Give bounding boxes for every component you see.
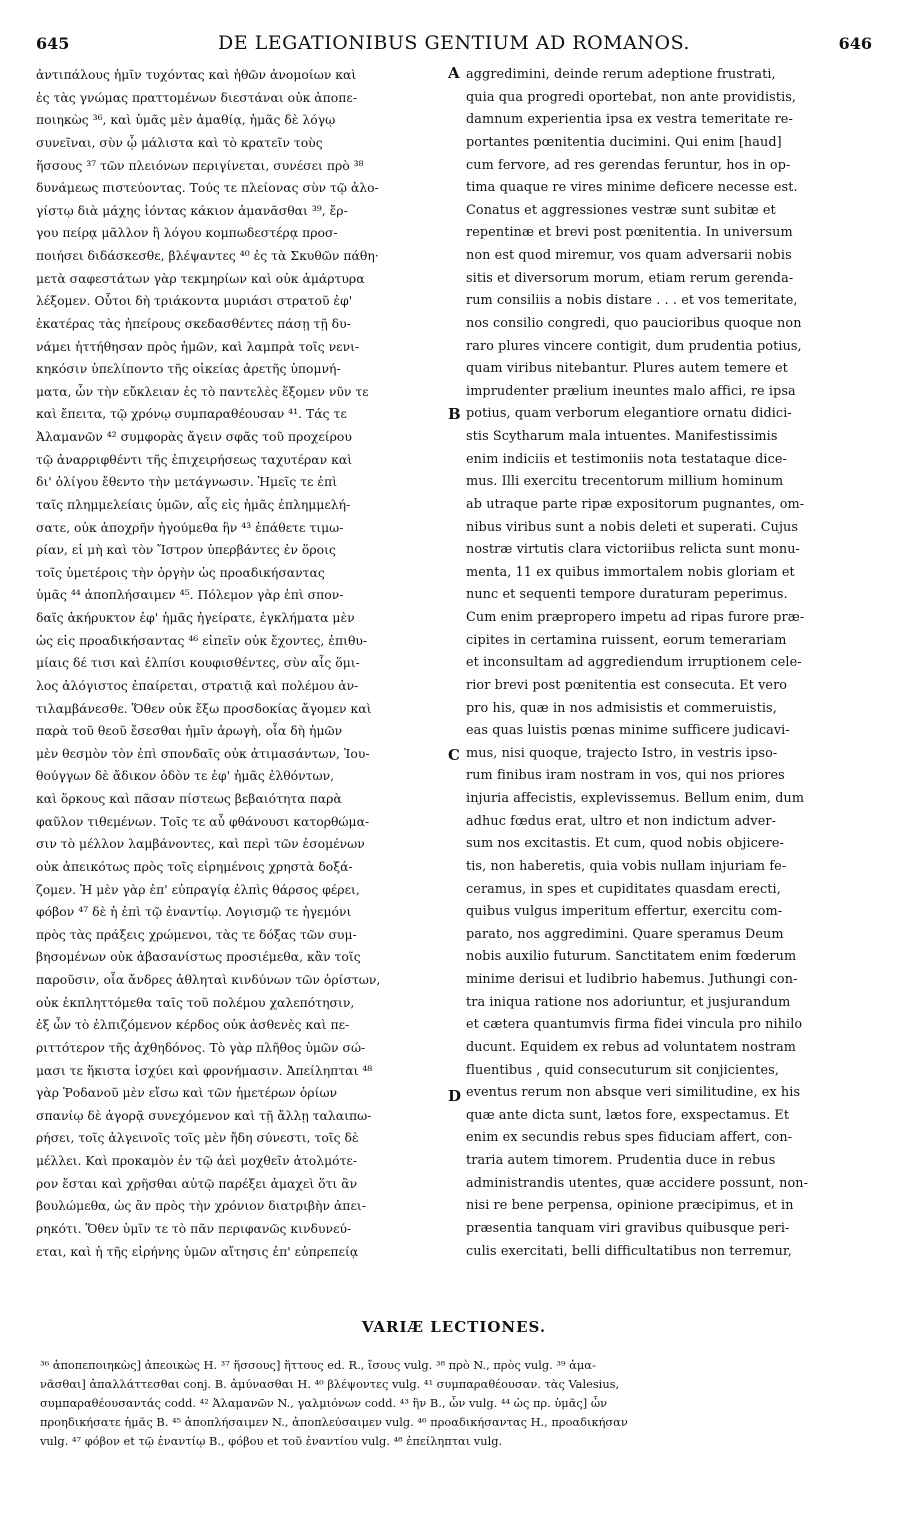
greek-line: ρήσει, τοῖς ἀλγεινοῖς τοῖς μὲν ἤδη σύνεστι, τοῖς δὲ (36, 1130, 359, 1146)
greek-line: παρὰ τοῦ θεοῦ ἔσεσθαι ἡμῖν ἀρωγὴ, οἷα δὴ ἡμῶν (36, 723, 343, 739)
latin-line: injuria affecistis, explevissemus. Bellum enim, dum (466, 791, 805, 806)
latin-line: potius, quam verborum elegantiore ornatu didici- (466, 406, 792, 422)
greek-line: οὐκ ἐκπληττόμεθα ταῖς τοῦ πολέμου χαλεπότησιν, (36, 994, 355, 1010)
greek-line: ριττότερον τῆς ἀχθηδόνος. Τὸ γὰρ πλῆθος ὑμῶν σώ- (36, 1039, 366, 1055)
latin-line: sitis et diversorum morum, etiam rerum gerenda- (466, 270, 794, 286)
greek-line: Ἀλαμανῶν ⁴² συμφορὰς ἄγειν σφᾶς τοῦ προχείρου (36, 429, 352, 444)
latin-line: cipites in certamina ruissent, eorum temerariam (466, 632, 787, 648)
section-marker-a: A (448, 64, 460, 82)
section-marker-d: D (448, 1087, 462, 1105)
latin-line: enim ex secundis rebus spes fiduciam affert, con- (466, 1130, 793, 1146)
latin-line: eventus rerum non absque veri similitudine, ex his (466, 1085, 801, 1101)
greek-line: καὶ ἔπειτα, τῷ χρόνῳ συμπαραθέουσαν ⁴¹. Τάς τε (36, 406, 347, 422)
latin-line: nunc et sequenti tempore duraturam peperimus. (466, 587, 788, 603)
greek-line: φαῦλον τιθεμένων. Τοῖς τε αὖ φθάνουσι κατορθώμα- (36, 813, 370, 829)
greek-line: τιλαμβάνεσθε. Ὅθεν οὐκ ἔξω προσδοκίας ἄγομεν καὶ (36, 700, 372, 716)
page-number-left: 645 (36, 34, 70, 53)
latin-line: nibus viribus sunt a nobis deleti et superati. Cujus (466, 519, 799, 535)
latin-line: tima quaque re vires minime deficere necesse est. (466, 180, 798, 196)
latin-line: sum nos excitastis. Et cum, quod nobis objicere- (466, 836, 784, 852)
greek-line: δαῖς ἀκήρυκτον ἐφ' ἡμᾶς ἠγείρατε, ἐγκλήματα μὲν (36, 610, 355, 625)
latin-line: nostræ virtutis clara victoriibus relicta sunt monu- (466, 542, 800, 558)
latin-line: traria autem timorem. Prudentia duce in rebus (466, 1153, 776, 1168)
greek-line: βουλώμεθα, ὡς ἂν πρὸς τὴν χρόνιον διατριβὴν ἀπει- (36, 1198, 366, 1214)
latin-line: præsentia tanquam viri gravibus quibusque peri- (466, 1220, 790, 1236)
latin-line: tis, non haberetis, quia vobis nullam injuriam fe- (466, 858, 787, 874)
greek-line: ἐς τὰς γνώμας πραττομένων διεστάναι οὐκ ἀποπε- (36, 89, 358, 105)
variant-reading-line: vulg. ⁴⁷ φόβον et τῷ ἐναντίῳ B., φόβου et τοῦ ἐναντίου vulg. ⁴⁸ ἐπείληπται vulg. (40, 1434, 503, 1448)
latin-line: culis exercitati, belli difficultatibus non terremur, (466, 1243, 792, 1259)
greek-line: θούγγων δὲ ἄδικον ὁδὸν τε ἐφ' ἡμᾶς ἐλθόντων, (36, 768, 335, 784)
latin-line: ducunt. Equidem ex rebus ad voluntatem nostram (466, 1039, 797, 1055)
latin-line: ab utraque parte ripæ expositorum pugnantes, om- (466, 496, 805, 512)
latin-line: quæ ante dicta sunt, lætos fore, exspectamus. Et (466, 1107, 790, 1123)
greek-line: σιν τὸ μέλλον λαμβάνοντες, καὶ περὶ τῶν ἐσομένων (36, 836, 365, 852)
greek-line: γου πείρᾳ μᾶλλον ἢ λόγου κομπωδεστέρᾳ προσ- (36, 225, 338, 241)
latin-line: repentinæ et brevi post pœnitentia. In universum (466, 225, 793, 241)
greek-line: ποιηκὼς ³⁶, καὶ ὑμᾶς μὲν ἀμαθίᾳ, ἡμᾶς δὲ λόγῳ (36, 112, 336, 128)
latin-line: quibus vulgus imperitum effertur, exercitu com- (466, 904, 783, 920)
variae-lectiones-heading: VARIÆ LECTIONES. (361, 1318, 547, 1336)
latin-line: menta, 11 ex quibus immortalem nobis gloriam et (466, 564, 795, 580)
greek-line: ὡς εἰς προαδικήσαντας ⁴⁶ εἰπεῖν οὐκ ἔχοντες, ἐπιθυ- (36, 632, 368, 648)
greek-line: κηκόσιν ὑπελίποντο τῆς οἰκείας ἀρετῆς ὑπομνή- (36, 361, 341, 377)
greek-line: ὑμᾶς ⁴⁴ ἀποπλήσαιμεν ⁴⁵. Πόλεμον γὰρ ἐπὶ σπον- (36, 587, 344, 603)
latin-line: aggredimini, deinde rerum adeptione frustrati, (466, 67, 776, 82)
latin-line: imprudenter prælium ineuntes malo affici, re ipsa (466, 383, 796, 399)
latin-line: enim indiciis et testimoniis nota testataque dice- (466, 451, 787, 467)
page-number-right: 646 (838, 34, 872, 53)
variant-readings-notes (40, 1356, 872, 1451)
latin-line: nobis auxilio futurum. Sanctitatem enim fœderum (466, 949, 797, 965)
greek-line: ἥσσους ³⁷ τῶν πλειόνων περιγίνεται, συνέσει πρὸ ³⁸ (36, 157, 364, 173)
variant-reading-line: προηδικήσατε ἡμᾶς B. ⁴⁵ ἀποπλήσαιμεν N., ἀποπλεύσαιμεν vulg. ⁴⁶ προαδικήσαντας H., προαδικήσαν (40, 1415, 628, 1429)
latin-line: cum fervore, ad res gerendas feruntur, hos in op- (466, 157, 791, 173)
greek-line: δι' ὀλίγου ἔθεντο τὴν μετάγνωσιν. Ἡμεῖς τε ἐπὶ (36, 474, 338, 490)
greek-line: τῷ ἀναρριφθέντι τῆς ἐπιχειρήσεως ταχυτέραν καὶ (36, 451, 353, 467)
latin-text-column (466, 64, 874, 1310)
greek-line: λέξομεν. Οὗτοι δὴ τριάκοντα μυριάσι στρατοῦ ἐφ' (36, 293, 353, 309)
greek-line: ζομεν. Ἡ μὲν γὰρ ἐπ' εὐπραγίᾳ ἐλπὶς θάρσος φέρει, (36, 881, 360, 897)
variant-reading-line: ³⁶ ἀποπεποιηκὼς] ἀπεοικὼς H. ³⁷ ἥσσους] ἥττους ed. R., ἴσους vulg. ³⁸ πρὸ N., πρὸς vulg. ³⁹ ἀμα- (40, 1358, 596, 1372)
section-marker-c: C (448, 746, 460, 764)
greek-line: μασι τε ἥκιστα ἰσχύει καὶ φρονήμασιν. Ἀπείληπται ⁴⁸ (36, 1062, 373, 1078)
running-title: DE LEGATIONIBUS GENTIUM AD ROMANOS. (218, 32, 690, 54)
latin-line: portantes pœnitentia ducimini. Qui enim [haud] (466, 134, 782, 150)
greek-line: γίστῳ διὰ μάχης ἰόντας κάκιον ἀμανᾶσθαι ³⁹, ἔρ- (36, 202, 348, 218)
greek-text-column (36, 64, 444, 1310)
latin-line: rior brevi post pœnitentia est consecuta. Et vero (466, 677, 788, 693)
greek-line: ματα, ὧν τὴν εὔκλειαν ἐς τὸ παντελὲς ἕξομεν νῦν τε (36, 383, 369, 399)
latin-line: eas quas luistis pœnas minime sufficere judicavi- (466, 723, 790, 739)
latin-line: adhuc fœdus erat, ultro et non indictum adver- (466, 813, 777, 829)
latin-line: quia qua progredi oportebat, non ante providistis, (466, 89, 797, 105)
greek-line: γὰρ Ῥοδανοῦ μὲν εἴσω καὶ τῶν ἡμετέρων ὁρίων (36, 1085, 338, 1101)
greek-line: παροῦσιν, οἷα ἄνδρες ἀθληταὶ κινδύνων τῶν ὁρίστων, (36, 972, 381, 987)
variant-reading-line: νᾶσθαι] ἀπαλλάττεσθαι conj. B. ἀμύνασθαι H. ⁴⁰ βλέψοντες vulg. ⁴¹ συμπαραθέουσαν. τὰς Valesius, (40, 1377, 620, 1391)
latin-line: raro plures vincere contigit, dum prudentia potius, (466, 338, 802, 354)
latin-line: mus, nisi quoque, trajecto Istro, in vestris ipso- (466, 745, 778, 761)
latin-line: damnum experientia ipsa ex vestra temeritate re- (466, 112, 793, 128)
greek-line: πρὸς τὰς πράξεις χρώμενοι, τὰς τε δόξας τῶν συμ- (36, 926, 357, 942)
running-header (36, 26, 872, 58)
latin-line: et cætera quantumvis firma fidei vincula pro nihilo (466, 1017, 803, 1033)
greek-line: ρίαν, εἰ μὴ καὶ τὸν Ἴστρον ὑπερβάντες ἐν ὅροις (36, 542, 336, 558)
greek-line: καὶ ὅρκους καὶ πᾶσαν πίστεως βεβαιότητα παρὰ (36, 791, 342, 806)
greek-line: ἀντιπάλους ἡμῖν τυχόντας καὶ ἠθῶν ἀνομοίων καὶ (36, 67, 357, 82)
greek-line: μέλλει. Καὶ προκαμὸν ἐν τῷ ἀεὶ μοχθεῖν ἀτολμότε- (36, 1153, 358, 1168)
greek-line: ρηκότι. Ὅθεν ὑμῖν τε τὸ πᾶν περιφανῶς κινδυνεύ- (36, 1220, 352, 1236)
latin-line: fluentibus , quid consecuturum sit conjicientes, (466, 1062, 779, 1078)
latin-line: pro his, quæ in nos admisistis et commeruistis, (466, 700, 777, 716)
greek-line: βησομένων οὐκ ἀβασανίστως προσιέμεθα, κἂν τοῖς (36, 949, 361, 965)
greek-line: συνεῖναι, σὺν ᾧ μάλιστα καὶ τὸ κρατεῖν τοὺς (36, 134, 323, 150)
greek-line: ποιήσει διδάσκεσθε, βλέψαντες ⁴⁰ ἐς τὰ Σκυθῶν πάθη· (36, 248, 379, 263)
latin-line: Conatus et aggressiones vestræ sunt subitæ et (466, 202, 776, 218)
latin-line: stis Scytharum mala intuentes. Manifestissimis (466, 429, 778, 444)
latin-line: rum finibus iram nostram in vos, qui nos priores (466, 768, 785, 784)
greek-line: μὲν θεσμὸν τὸν ἐπὶ σπονδαῖς οὐκ ἀτιμασάντων, Ἰου- (36, 745, 370, 761)
latin-line: minime derisui et ludibrio habemus. Juthungi con- (466, 972, 798, 987)
greek-line: ταῖς πλημμελείαις ὑμῶν, αἷς εἰς ἡμᾶς ἐπλημμελή- (36, 496, 351, 512)
section-marker-b: B (448, 405, 461, 423)
greek-line: μετὰ σαφεστάτων γὰρ τεκμηρίων καὶ οὐκ ἀμάρτυρα (36, 270, 365, 286)
latin-line: rum consiliis a nobis distare . . . et vos temeritate, (466, 293, 798, 309)
variant-reading-line: συμπαραθέουσαντάς codd. ⁴² Ἀλαμανῶν N., γαλμιόνων codd. ⁴³ ἣν B., ὧν vulg. ⁴⁴ ὡς πρ. ὑμᾶς] ὧν (40, 1396, 608, 1410)
latin-line: administrandis utentes, quæ accidere possunt, non- (466, 1175, 809, 1191)
latin-line: et inconsultam ad aggrediendum irruptionem cele- (466, 655, 802, 671)
greek-line: μίαις δέ τισι καὶ ἐλπίσι κουφισθέντες, σὺν αἷς ὅμι- (36, 655, 360, 671)
greek-line: ἐξ ὧν τὸ ἐλπιζόμενον κέρδος οὐκ ἀσθενὲς καὶ πε- (36, 1017, 350, 1033)
latin-line: Cum enim præpropero impetu ad ripas furore præ- (466, 610, 805, 625)
latin-line: nisi re bene perpensa, opinione præcipimus, et in (466, 1198, 794, 1214)
greek-line: δυνάμεως πιστεύοντας. Τούς τε πλείονας σὺν τῷ ἀλο- (36, 180, 379, 196)
latin-line: mus. Illi exercitu trecentorum millium hominum (466, 474, 784, 490)
greek-line: σατε, οὐκ ἀποχρῆν ἡγούμεθα ἣν ⁴³ ἐπάθετε τιμω- (36, 519, 344, 535)
greek-line: νάμει ἡττήθησαν πρὸς ἡμῶν, καὶ λαμπρὰ τοῖς νενι- (36, 338, 360, 354)
greek-line: φόβον ⁴⁷ δὲ ἡ ἐπὶ τῷ ἐναντίῳ. Λογισμῷ τε ἡγεμόνι (36, 904, 352, 920)
latin-line: quam viribus nitebantur. Plures autem temere et (466, 361, 788, 377)
greek-line: τοῖς ὑμετέροις τὴν ὀργὴν ὡς προαδικήσαντας (36, 564, 325, 580)
latin-line: parato, nos aggredimini. Quare speramus Deum (466, 926, 784, 942)
greek-line: οὐκ ἀπεικότως πρὸς τοῖς εἰρημένοις χρηστὰ δοξά- (36, 858, 353, 874)
greek-line: εται, καὶ ἡ τῆς εἰρήνης ὑμῶν αἴτησις ἐπ' εὐπρεπείᾳ (36, 1243, 359, 1259)
latin-line: ceramus, in spes et cupiditates quasdam erecti, (466, 881, 781, 897)
latin-line: tra iniqua ratione nos adoriuntur, et jusjurandum (466, 994, 791, 1010)
latin-line: nos consilio congredi, quo paucioribus quoque non (466, 315, 802, 331)
greek-line: ρον ἔσται καὶ χρῆσθαι αὐτῷ παρέξει ἀμαχεὶ ὅτι ἂν (36, 1175, 358, 1191)
greek-line: λος ἀλόγιστος ἐπαίρεται, στρατιᾷ καὶ πολέμου ἀν- (36, 677, 359, 693)
latin-line: non est quod miremur, vos quam adversarii nobis (466, 248, 792, 263)
greek-line: ἑκατέρας τὰς ἠπείρους σκεδασθέντες πάσῃ τῇ δυ- (36, 315, 351, 331)
greek-line: σπανίῳ δὲ ἀγορᾷ συνεχόμενον καὶ τῇ ἄλλῃ ταλαιπω- (36, 1107, 372, 1123)
